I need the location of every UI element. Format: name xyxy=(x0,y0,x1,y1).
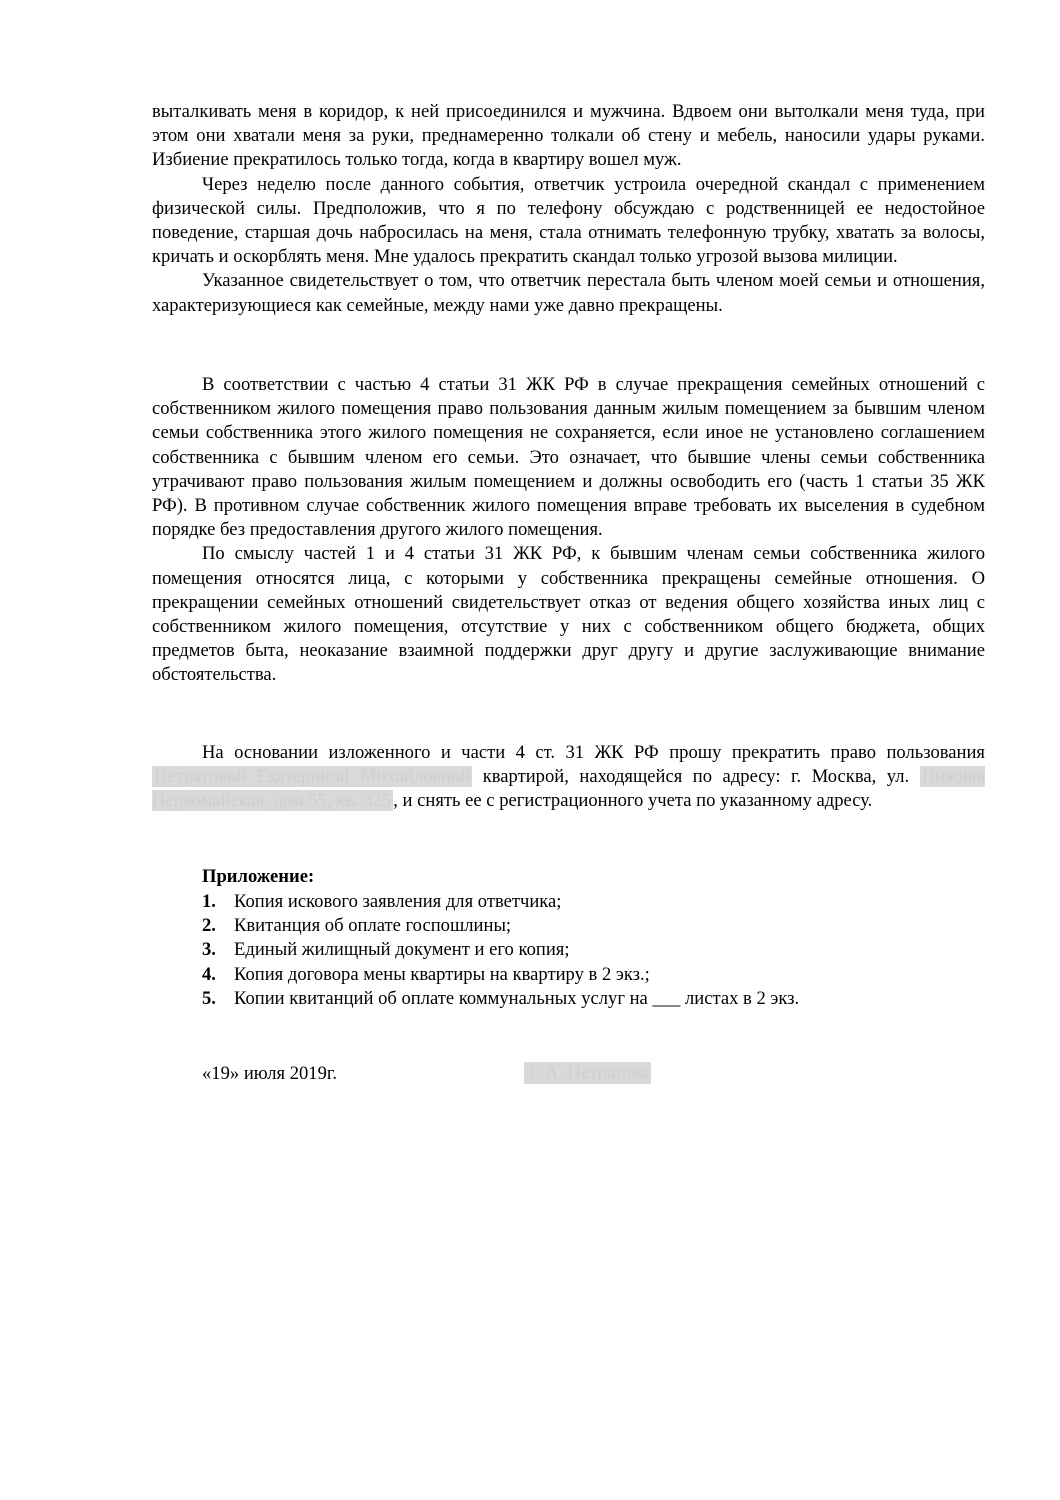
attachment-text: Копия искового заявления для ответчика; xyxy=(234,891,562,912)
attachment-number: 3. xyxy=(202,939,216,961)
signature-date: «19» июля 2019г. xyxy=(202,1063,338,1084)
body-text-2 xyxy=(152,373,985,688)
attachment-number: 1. xyxy=(202,891,216,912)
paragraph-4: В соответствии с частью 4 статьи 31 ЖК РФ в случае прекращения семейных отношений с собственником жилого помещения право пользования данным жилым помещением за бывшим членом семьи собственника этого жилого помещения не сохраняется, если иное не установлено соглашением собственника с бывшим членом его семьи. Это означает, что бывшие члены семьи собственника утрачивают право пользования жилым помещением и должны освободить его (часть 1 статьи 35 ЖК РФ). В противном случае собственник жилого помещения вправе требовать их выселения в судебном порядке без предоставления другого жилого помещения. xyxy=(152,374,985,541)
request-text-1: На основании изложенного и части 4 ст. 31 ЖК РФ прошу прекратить право пользования xyxy=(202,742,985,763)
attachment-text: Квитанция об оплате госпошлины; xyxy=(234,915,512,937)
attachment-item xyxy=(202,914,799,938)
request-block xyxy=(152,741,985,814)
redacted-address: Нижняя Первомайская, дом 55, кв. 325 xyxy=(152,766,985,812)
attachments-list xyxy=(202,890,799,1011)
attachment-number: 5. xyxy=(202,987,216,1009)
request-text-3: , и снять ее с регистрационного учета по указанному адресу. xyxy=(393,790,873,812)
paragraph-5: По смыслу частей 1 и 4 статьи 31 ЖК РФ, к бывшим членам семьи собственника жилого помещения относятся лица, с которыми у собственника прекращены семейные отношения. О прекращении семейных отношений свидетельствует отказ от ведения общего хозяйства иных лиц с собственником жилого помещения, отсутствие у них с собственником общего бюджета, общих предметов быта, неоказание взаимной поддержки друг другу и другие заслуживающие внимание обстоятельства. xyxy=(152,543,985,686)
attachment-item xyxy=(202,963,799,987)
request-text-2: квартирой, находящейся по адресу: г. Москва, ул. xyxy=(472,766,920,788)
attachment-text: Копия договора мены квартиры на квартиру в 2 экз.; xyxy=(234,963,650,985)
attachment-text: Копии квитанций об оплате коммунальных услуг на ___ листах в 2 экз. xyxy=(234,987,800,1009)
attachment-number: 2. xyxy=(202,915,216,937)
attachment-text: Единый жилищный документ и его копия; xyxy=(234,939,570,961)
attachment-item xyxy=(202,938,799,962)
paragraph-3: Указанное свидетельствует о том, что ответчик перестала быть членом моей семьи и отношения, характеризующиеся как семейные, между нами уже давно прекращены. xyxy=(152,270,985,316)
paragraph-1: выталкивать меня в коридор, к ней присоединился и мужчина. Вдвоем они вытолкали меня туда, при этом они хватали меня за руки, преднамеренно толкали об стену и мебель, наносили удары руками. Избиение прекратилось только тогда, когда в квартиру вошел муж. xyxy=(152,101,985,171)
request-paragraph xyxy=(152,741,985,814)
redacted-signature-name: Т. А. Петратова xyxy=(526,1062,649,1083)
attachment-item xyxy=(202,890,799,914)
body-text-1 xyxy=(152,100,985,318)
attachments-title: Приложение: xyxy=(202,866,315,887)
attachment-item xyxy=(202,987,799,1011)
paragraph-2: Через неделю после данного события, ответчик устроила очередной скандал с применением физической силы. Предположив, что я по телефону обсуждаю с родственницей ее недостойное поведение, старшая дочь набросилась на меня, стала отнимать телефонную трубку, хватать за волосы, кричать и оскорблять меня. Мне удалось прекратить скандал только угрозой вызова милиции. xyxy=(152,173,985,268)
attachment-number: 4. xyxy=(202,963,216,985)
redacted-defendant-name: Петратовой Екатериной Михайловной xyxy=(154,766,471,788)
